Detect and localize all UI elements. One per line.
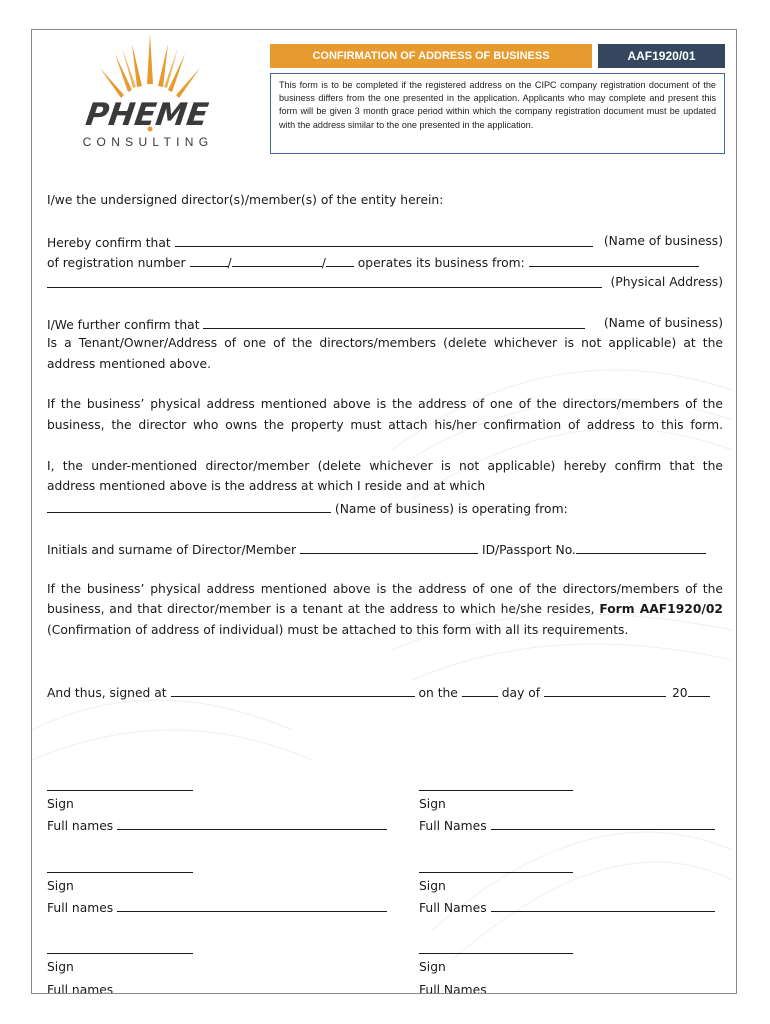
undermentioned-line1: I, the under-mentioned director/member (delete whichever is not applicable) hereby confirm that the bbox=[47, 459, 723, 473]
full-names-field-right-2[interactable] bbox=[491, 899, 715, 912]
form-title: CONFIRMATION OF ADDRESS OF BUSINESS bbox=[270, 44, 592, 68]
sign-label: Sign bbox=[419, 960, 446, 974]
signed-at-place-field[interactable] bbox=[171, 684, 415, 697]
full-names-field-left-2[interactable] bbox=[117, 899, 387, 912]
sign-label: Sign bbox=[419, 879, 446, 893]
full-names-row-right-1 bbox=[419, 817, 715, 833]
name-of-business-label: (Name of business) bbox=[603, 234, 723, 248]
tenant-text-line1: Is a Tenant/Owner/Address of one of the directors/members (delete whichever is not applicable) at the bbox=[47, 336, 723, 350]
tenant-para-line3: (Confirmation of address of individual) must be attached to this form with all its requirements. bbox=[47, 623, 629, 637]
signature-line-left-1[interactable] bbox=[47, 790, 193, 791]
business-name-field[interactable] bbox=[175, 234, 593, 247]
full-names-label: Full names bbox=[47, 901, 114, 915]
day-of-label: day of bbox=[501, 686, 541, 700]
physical-address-label: (Physical Address) bbox=[610, 275, 723, 289]
reg-number-part1-field[interactable] bbox=[190, 254, 228, 267]
operating-from-label: (Name of business) is operating from: bbox=[334, 502, 568, 516]
id-passport-field[interactable] bbox=[576, 541, 706, 554]
operates-from-label: operates its business from: bbox=[357, 256, 525, 270]
initials-surname-field[interactable] bbox=[300, 541, 478, 554]
on-the-label: on the bbox=[418, 686, 458, 700]
signed-year-field[interactable] bbox=[688, 684, 710, 697]
logo-subtitle: CONSULTING bbox=[82, 135, 214, 149]
tenant-text-line2: address mentioned above. bbox=[47, 357, 212, 371]
form-reference: Form AAF1920/02 bbox=[599, 602, 723, 616]
full-names-field-right-3[interactable] bbox=[491, 981, 715, 994]
full-names-label: Full Names bbox=[419, 819, 487, 833]
reg-number-part3-field[interactable] bbox=[326, 254, 354, 267]
slash-separator: / bbox=[321, 256, 326, 270]
reg-number-part2-field[interactable] bbox=[232, 254, 322, 267]
reg-number-label: of registration number bbox=[47, 256, 186, 270]
full-names-label: Full names bbox=[47, 819, 114, 833]
name-of-business-label-2: (Name of business) bbox=[603, 316, 723, 330]
intro-text: I/we the undersigned director(s)/member(s) of the entity herein: bbox=[47, 193, 444, 207]
full-names-row-left-1 bbox=[47, 817, 387, 833]
operating-business-name-field[interactable] bbox=[47, 500, 331, 513]
id-passport-label: ID/Passport No. bbox=[481, 543, 576, 557]
form-code: AAF1920/01 bbox=[598, 44, 725, 68]
sign-label: Sign bbox=[47, 960, 74, 974]
slash-separator: / bbox=[227, 256, 232, 270]
full-names-field-right-1[interactable] bbox=[491, 817, 715, 830]
signature-line-left-2[interactable] bbox=[47, 872, 193, 873]
further-confirm-label: I/We further confirm that bbox=[47, 318, 200, 332]
operates-from-field[interactable] bbox=[529, 254, 699, 267]
full-names-row-right-3 bbox=[419, 981, 715, 994]
logo-wordmark: PHEME bbox=[83, 97, 211, 133]
undermentioned-line2: address mentioned above is the address at which I reside and at which bbox=[47, 479, 486, 493]
full-names-label: Full names bbox=[47, 983, 114, 994]
year-prefix: 20 bbox=[671, 686, 688, 700]
signature-line-right-2[interactable] bbox=[419, 872, 573, 873]
full-names-field-left-1[interactable] bbox=[117, 817, 387, 830]
full-names-row-left-2 bbox=[47, 899, 387, 915]
full-names-label: Full Names bbox=[419, 901, 487, 915]
tenant-para-line1: If the business’ physical address mentioned above is the address of one of the directors/members of the bbox=[47, 582, 723, 596]
hereby-confirm-row bbox=[47, 234, 593, 250]
full-names-row-right-2 bbox=[419, 899, 715, 915]
operating-from-row bbox=[47, 500, 568, 516]
signature-line-right-3[interactable] bbox=[419, 953, 573, 954]
signed-at-label: And thus, signed at bbox=[47, 686, 167, 700]
physical-address-row bbox=[47, 275, 602, 291]
tenant-para-line2 bbox=[47, 602, 723, 616]
further-confirm-row bbox=[47, 316, 585, 332]
initials-surname-label: Initials and surname of Director/Member bbox=[47, 543, 297, 557]
signed-at-row bbox=[47, 684, 710, 700]
registration-row bbox=[47, 254, 699, 270]
signature-line-left-3[interactable] bbox=[47, 953, 193, 954]
director-id-row bbox=[47, 541, 706, 557]
tenant-para-line2-text: business, and that director/member is a tenant at the address to which he/she resides, bbox=[47, 602, 595, 616]
form-page bbox=[31, 29, 737, 994]
director-para-line1: If the business’ physical address mentioned above is the address of one of the directors/members of the bbox=[47, 397, 723, 411]
director-para-line2: business, the director who owns the property must attach his/her confirmation of address to this form. bbox=[47, 418, 723, 432]
sign-label: Sign bbox=[419, 797, 446, 811]
physical-address-field[interactable] bbox=[47, 275, 602, 288]
signed-month-field[interactable] bbox=[544, 684, 666, 697]
signed-day-field[interactable] bbox=[462, 684, 498, 697]
signature-line-right-1[interactable] bbox=[419, 790, 573, 791]
full-names-field-left-3[interactable] bbox=[117, 981, 387, 994]
sign-label: Sign bbox=[47, 797, 74, 811]
further-business-name-field[interactable] bbox=[203, 316, 585, 329]
sign-label: Sign bbox=[47, 879, 74, 893]
full-names-label: Full Names bbox=[419, 983, 487, 994]
notice-box: This form is to be completed if the registered address on the CIPC company registration document of the business differs from the one presented in the application. Applicants who may complete and present this form will be given 3 month grace period within which the company registration document must be updated with the address similar to the one presented in the application. bbox=[270, 73, 725, 154]
full-names-row-left-3 bbox=[47, 981, 387, 994]
hereby-confirm-label: Hereby confirm that bbox=[47, 236, 171, 250]
